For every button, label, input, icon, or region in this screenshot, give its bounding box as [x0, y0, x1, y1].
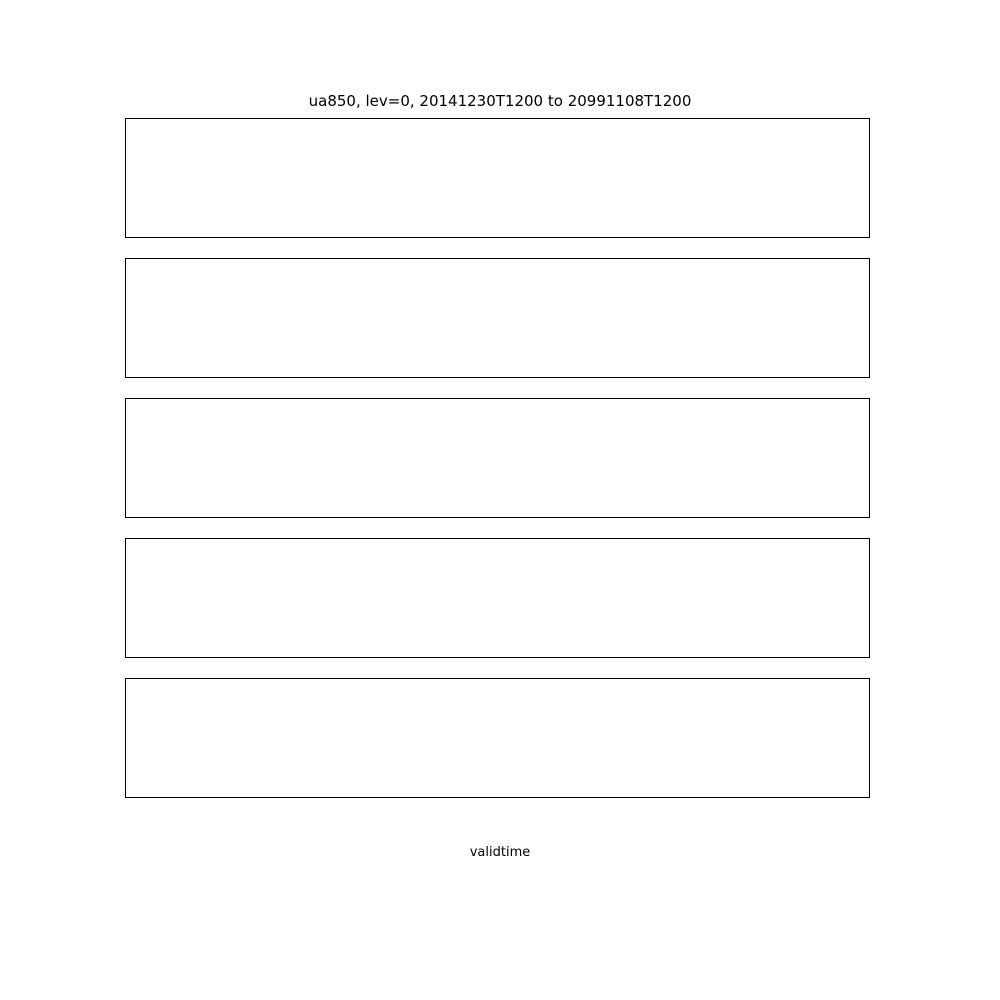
subplot-numnan	[125, 678, 870, 798]
subplot-nummasked	[125, 538, 870, 658]
line-nummasked	[126, 539, 869, 657]
subplot-fieldmax	[125, 398, 870, 518]
x-axis-label: validtime	[469, 845, 531, 860]
figure-title: ua850, lev=0, 20141230T1200 to 20991108T1200	[308, 92, 692, 110]
line-fieldmax	[126, 399, 869, 517]
line-numnan	[126, 679, 869, 797]
subplot-fieldmin	[125, 258, 870, 378]
subplot-fieldmean	[125, 118, 870, 238]
line-fieldmin	[126, 259, 869, 377]
line-fieldmean	[126, 119, 869, 237]
